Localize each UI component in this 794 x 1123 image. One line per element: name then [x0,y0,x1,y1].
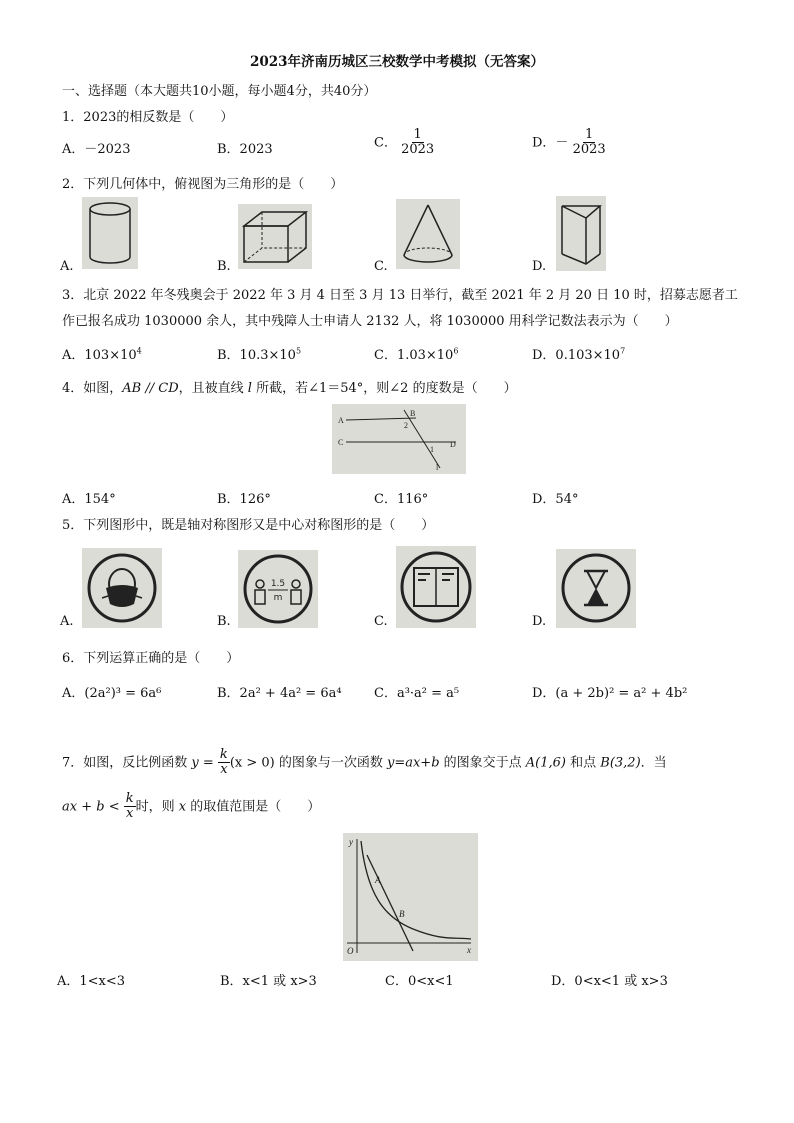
q6-option-b[interactable]: B．2a² + 4a² = 6a⁴ [217,686,342,701]
q7-option-a[interactable]: A．1<x<3 [57,974,126,989]
question-1-stem: 1．2023的相反数是（ ） [62,110,234,125]
option-label: C． [374,135,397,151]
q4-option-d[interactable]: D．54° [532,492,579,507]
x-variable: x [178,799,187,815]
q6-option-c[interactable]: C．a³·a² = a⁵ [374,686,460,701]
question-5-stem: 5．下列图形中，既是轴对称图形又是中心对称图形的是（ ） [62,518,435,533]
denominator: 2023 [572,142,606,158]
stem-mid: ，且被直线 [178,381,248,396]
function-graph-figure [343,833,478,961]
distance-unit: m [273,593,283,603]
q4-option-b[interactable]: B．126° [217,492,271,507]
option-text: C．1.03×10 [374,348,454,363]
denominator: x [220,762,228,778]
stem-part-5: 时，则 [135,799,179,815]
denominator: x [125,806,134,822]
q5-option-c[interactable]: C. [374,614,388,629]
option-label: D．－ [532,135,569,151]
q6-option-a[interactable]: A．(2a²)³ = 6a⁶ [62,686,162,701]
mask-icon [82,548,162,628]
q7-option-c[interactable]: C．0<x<1 [385,974,454,989]
axis-label-y: y [349,837,353,847]
stem-part-1: 7．如图，反比例函数 [62,755,192,771]
hourglass-icon [556,549,636,628]
exponent: 5 [295,346,302,356]
func-lhs: y = [191,755,218,771]
origin-label: O [347,946,354,956]
numerator: 1 [413,127,422,142]
fig-label-d: D [450,440,456,449]
fraction-k-over-x [124,792,136,822]
q1-option-a[interactable]: A．－2023 [62,142,131,157]
stem-prefix: 4．如图， [62,381,123,396]
distance-icon [238,550,318,628]
question-2-stem: 2．下列几何体中，俯视图为三角形的是（ ） [62,177,344,192]
fraction [573,128,606,158]
option-text: D．0.103×10 [532,348,621,363]
stem-line-var: l [247,381,252,396]
point-b: B(3,2) [600,755,641,771]
denominator: 2023 [401,142,435,158]
point-label-b: B [399,909,405,919]
fig-label-a: A [338,416,344,425]
numerator: k [125,791,134,806]
fig-label-angle-2: 2 [404,421,408,430]
q7-option-d[interactable]: D．0<x<1 或 x>3 [551,974,668,989]
stem-part-6: 的取值范围是（ ） [186,799,321,815]
distance-value: 1.5 [270,579,286,589]
exponent: 4 [136,346,142,356]
q1-option-c[interactable] [374,128,434,158]
window-ventilation-icon [396,546,476,628]
option-text: A．103×10 [62,348,137,363]
q2-option-b[interactable]: B. [217,259,231,274]
q1-option-b[interactable]: B．2023 [217,142,273,157]
triangular-prism-icon [556,196,606,271]
fig-label-line-l: l [436,463,439,472]
stem-suffix: 所截，若∠1＝54°，则∠2 的度数是（ ） [251,381,517,396]
question-3-stem-line1: 3．北京 2022 年冬残奥会于 2022 年 3 月 4 日至 3 月 13 日举行，截至 2021 年 2 月 20 日 10 时，招募志愿者工 [62,288,738,303]
point-label-a: A [375,875,381,885]
q3-option-d[interactable] [532,344,625,363]
question-6-stem: 6．下列运算正确的是（ ） [62,651,240,666]
q1-option-d[interactable] [532,128,606,158]
section-heading: 一、选择题（本大题共10小题，每小题4分，共40分） [62,84,377,99]
question-7-stem-line2 [62,792,320,822]
parallel-lines-figure [332,404,466,474]
fig-label-b: B [410,409,416,418]
fraction-k-over-x [218,748,230,778]
exponent: 7 [620,346,626,356]
q3-option-b[interactable] [217,344,301,363]
q5-option-b[interactable]: B. [217,614,231,629]
q3-option-a[interactable] [62,344,142,363]
point-a: A(1,6) [525,755,567,771]
numerator: 1 [584,127,594,142]
q7-option-b[interactable]: B．x<1 或 x>3 [220,974,317,989]
q4-option-a[interactable]: A．154° [62,492,116,507]
stem-part-3: 的图象交于点 [439,755,526,771]
q4-option-c[interactable]: C．116° [374,492,429,507]
question-7-stem-line1 [62,748,667,778]
q2-option-a[interactable]: A. [60,259,74,274]
q5-option-a[interactable]: A. [60,614,74,629]
inequality: ax + b < [62,799,124,815]
q2-option-c[interactable]: C. [374,259,388,274]
cuboid-icon [238,204,312,269]
axis-label-x: x [467,945,471,955]
question-3-stem-line2: 作已报名成功 1030000 余人，其中残障人士申请人 2132 人，将 1030000 用科学记数法表示为（ ） [62,314,678,329]
fraction [401,128,434,158]
stem-math: AB // CD [122,381,179,396]
fig-label-c: C [338,438,344,447]
fig-label-angle-1: 1 [430,445,434,454]
q6-option-d[interactable]: D．(a + 2b)² = a² + 4b² [532,686,688,701]
exponent: 6 [453,346,459,356]
cylinder-icon [82,197,138,269]
stem-part-2: 的图象与一次函数 [274,755,387,771]
cone-icon [396,199,460,269]
q2-option-d[interactable]: D. [532,259,547,274]
domain-condition: (x > 0) [229,755,275,771]
linear-func: y=ax+b [386,755,440,771]
stem-part-4: ．当 [640,755,667,771]
option-text: B．10.3×10 [217,348,296,363]
q5-option-d[interactable]: D. [532,614,547,629]
stem-and: 和点 [566,755,601,771]
numerator: k [219,747,228,762]
page-title: 2023年济南历城区三校数学中考模拟（无答案） [249,54,545,70]
question-4-stem [62,377,517,396]
q3-option-c[interactable] [374,344,458,363]
